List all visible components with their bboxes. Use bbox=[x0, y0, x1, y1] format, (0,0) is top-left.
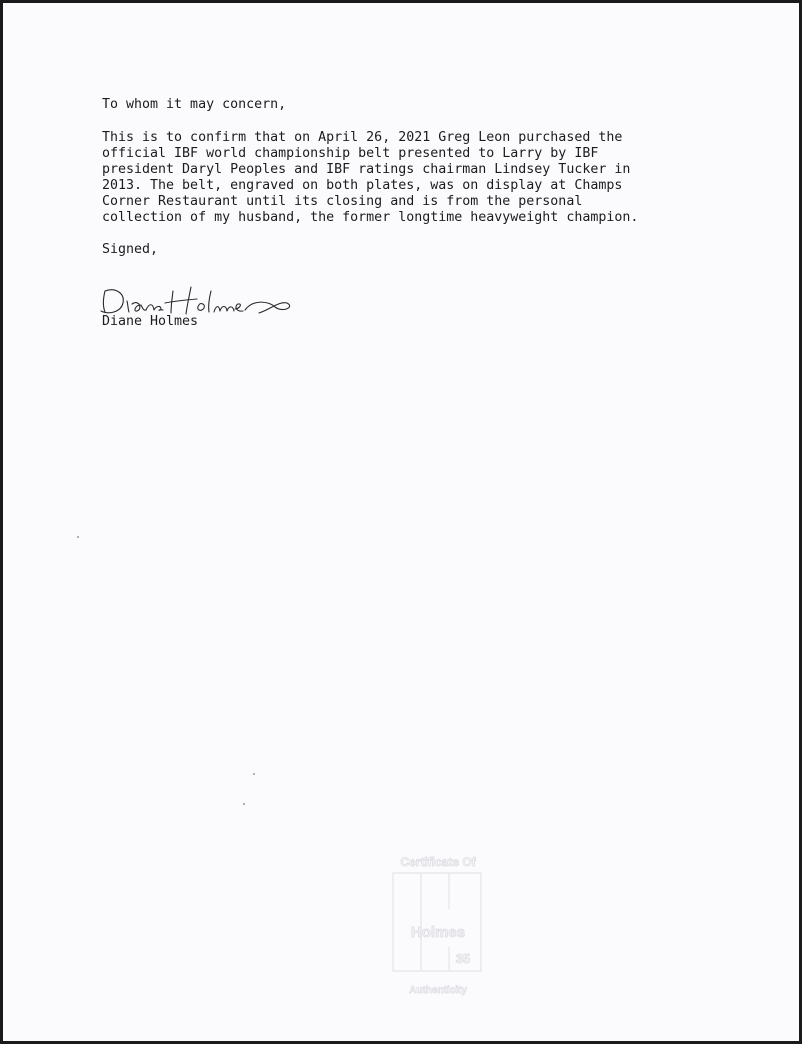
seal-top-text: Certificate Of bbox=[400, 855, 476, 869]
paper-speck bbox=[77, 536, 79, 538]
letter-body bbox=[102, 130, 702, 226]
paper-speck bbox=[253, 773, 255, 775]
letter-page bbox=[3, 3, 799, 1041]
signer-name: Diane Holmes bbox=[102, 314, 199, 329]
seal-bottom-text: Authenticity bbox=[409, 985, 467, 996]
closing: Signed, bbox=[102, 242, 159, 257]
body-line: official IBF world championship belt presented to Larry by IBF bbox=[102, 146, 599, 161]
seal-name: Holmes bbox=[410, 924, 466, 941]
embossed-authenticity-seal bbox=[383, 851, 493, 1001]
body-line: collection of my husband, the former longtime heavyweight champion. bbox=[102, 210, 639, 225]
salutation: To whom it may concern, bbox=[102, 97, 287, 112]
body-line: president Daryl Peoples and IBF ratings chairman Lindsey Tucker in bbox=[102, 162, 631, 177]
paper-speck bbox=[243, 803, 245, 805]
body-line: Corner Restaurant until its closing and is from the personal bbox=[102, 194, 583, 209]
seal-number: 35 bbox=[455, 951, 471, 966]
body-line: This is to confirm that on April 26, 2021 Greg Leon purchased the bbox=[102, 130, 623, 145]
body-line: 2013. The belt, engraved on both plates, was on display at Champs bbox=[102, 178, 623, 193]
letter-text bbox=[102, 97, 702, 258]
